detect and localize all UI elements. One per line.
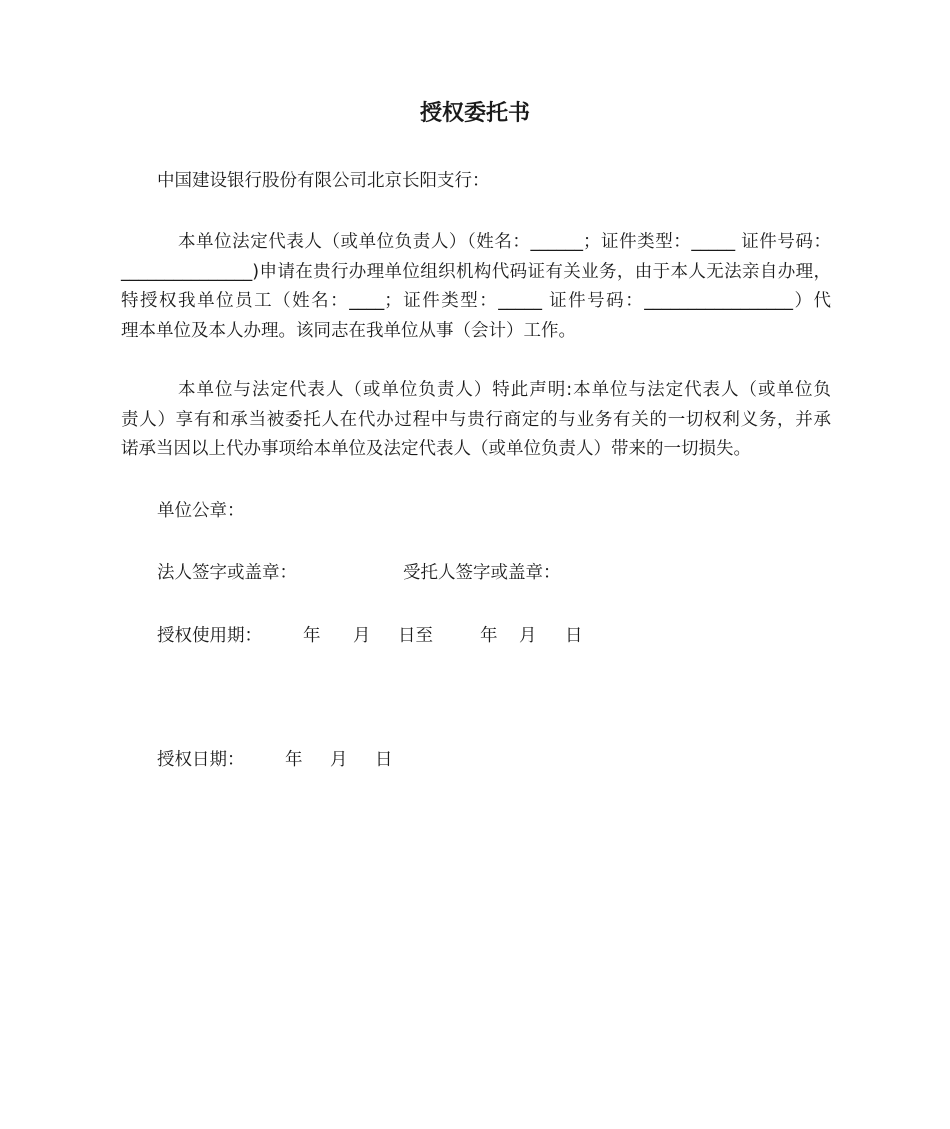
- document-title: 授权委托书: [419, 101, 530, 126]
- period-end-month: 月: [519, 626, 537, 646]
- agent-sign-label: 受托人签字或盖章：: [403, 563, 561, 583]
- paragraph-authorization: [121, 228, 831, 346]
- paragraph-declaration: [121, 376, 831, 465]
- paragraph-line: _______________)申请在贵行办理单位组织机构代码证有关业务，由于本人无法亲自办理，: [121, 261, 831, 282]
- date-month: 月: [330, 750, 348, 770]
- period-start-year: 年: [303, 626, 321, 646]
- date-day: 日: [375, 750, 393, 770]
- date-year: 年: [285, 750, 303, 770]
- period-start-month: 月: [353, 626, 371, 646]
- legal-sign-label: 法人签字或盖章：: [157, 563, 297, 583]
- paragraph-line: 责人）享有和承当被委托人在代办过程中与贵行商定的与业务有关的一切权利义务，并承: [121, 409, 831, 430]
- paragraph-line: 诺承当因以上代办事项给本单位及法定代表人（或单位负责人）带来的一切损失。: [121, 439, 751, 459]
- period-label: 授权使用期：: [157, 626, 262, 646]
- paragraph-line: 本单位法定代表人（或单位负责人）（姓名：______；证件类型：_____ 证件号码：: [178, 232, 831, 252]
- period-end-year: 年: [480, 626, 498, 646]
- date-label: 授权日期：: [157, 750, 245, 770]
- period-start-day: 日至: [398, 626, 433, 646]
- period-end-day: 日: [565, 626, 583, 646]
- paragraph-line: 本单位与法定代表人（或单位负责人）特此声明:本单位与法定代表人（或单位负: [178, 380, 831, 400]
- seal-label: 单位公章：: [157, 501, 245, 521]
- paragraph-line: 理本单位及本人办理。该同志在我单位从事（会计）工作。: [121, 320, 576, 341]
- paragraph-line: 特授权我单位员工（姓名：____；证件类型：_____ 证件号码：_________________）代: [121, 291, 831, 311]
- addressee-line: 中国建设银行股份有限公司北京长阳支行：: [157, 171, 490, 191]
